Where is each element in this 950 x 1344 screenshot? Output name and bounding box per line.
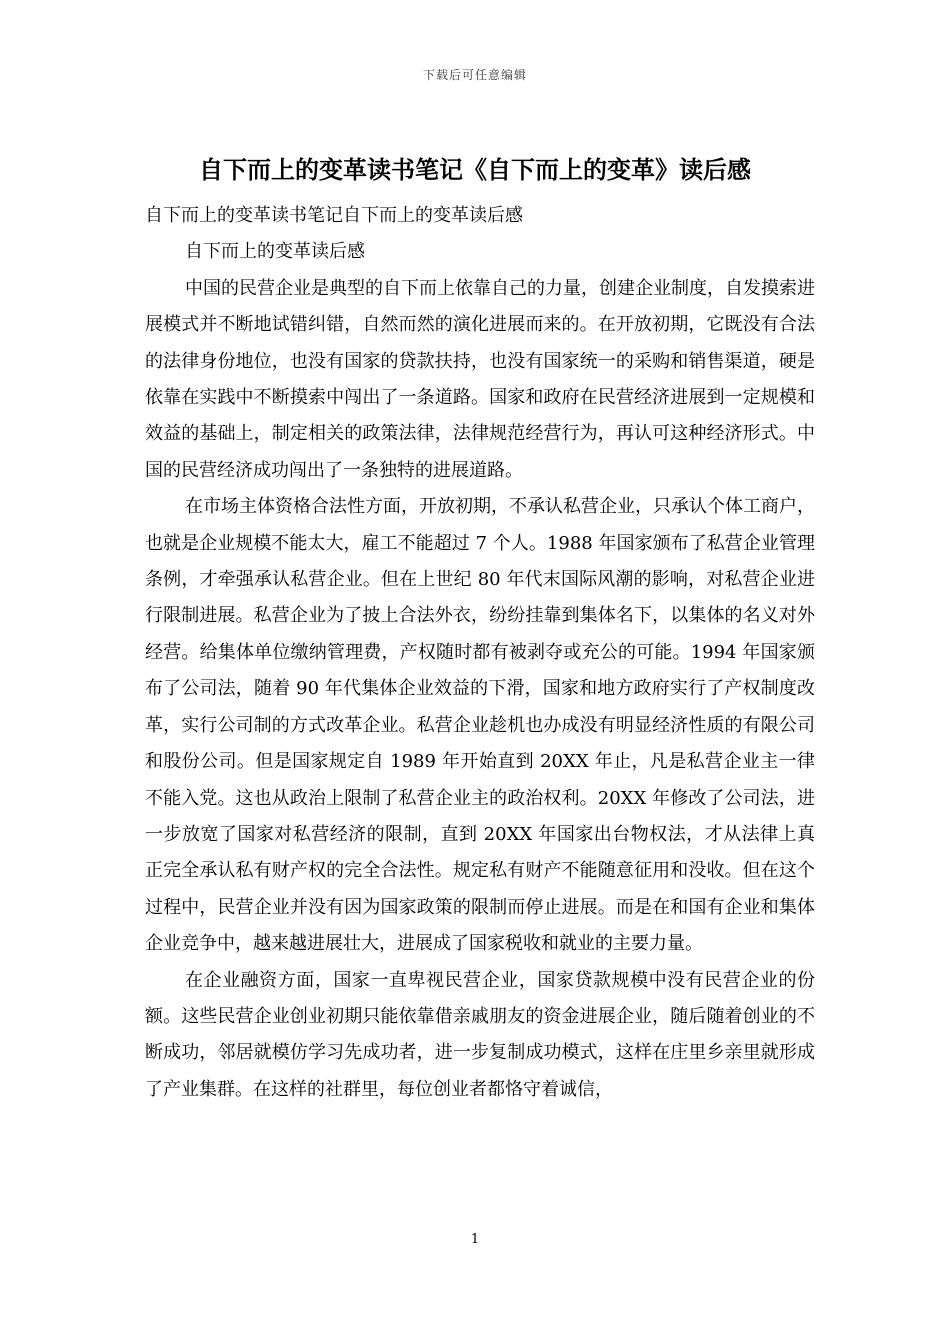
subtitle-line: 自下而上的变革读书笔记自下而上的变革读后感 [145, 205, 523, 226]
paragraph: 在企业融资方面，国家一直卑视民营企业，国家贷款规模中没有民营企业的份额。这些民营企业创业初期只能依靠借亲戚朋友的资金进展企业，随后随着创业的不断成功，邻居就模仿学习先成功者，进一步复制成功模式，这样在庄里乡亲里就形成了产业集群。在这样的社群里，每位创业者都恪守着诚信， [145, 969, 815, 1100]
section-heading: 自下而上的变革读后感 [185, 241, 365, 263]
document-title: 自下而上的变革读书笔记《自下而上的变革》读后感 [199, 155, 751, 184]
document-body [145, 198, 815, 1108]
paragraph: 在市场主体资格合法性方面，开放初期，不承认私营企业，只承认个体工商户，也就是企业规模不能太大，雇工不能超过 7 个人。1988 年国家颁布了私营企业管理条例，才牵强承认私营企业。但在上世纪 80 年代末国际风潮的影响，对私营企业进行限制进展。私营企业为了披上合法外衣，纷纷挂靠到集体名下，以集体的名义对外经营。给集体单位缴纳管理费，产权随时都有被剥夺或充公的可能。1994 年国家颁布了公司法，随着 90 年代集体企业效益的下滑，国家和地方政府实行了产权制度改革，实行公司制的方式改革企业。私营企业趁机也办成没有明显经济性质的有限公司和股份公司。但是国家规定自 1989 年开始直到 20XX 年止，凡是私营企业主一律不能入党。这也从政治上限制了私营企业主的政治权利。20XX 年修改了公司法，进一步放宽了国家对私营经济的限制，直到 20XX 年国家出台物权法，才从法律上真正完全承认私有财产权的完全合法性。规定私有财产不能随意征用和没收。但在这个过程中，民营企业并没有因为国家政策的限制而停止进展。而是在和国有企业和集体企业竞争中，越来越进展壮大，进展成了国家税收和就业的主要力量。 [145, 496, 815, 955]
page-number: 1 [470, 1232, 480, 1247]
header-note: 下载后可任意编辑 [422, 68, 527, 82]
paragraph: 中国的民营企业是典型的自下而上依靠自己的力量，创建企业制度，自发摸索进展模式并不断地试错纠错，自然而然的演化进展而来的。在开放初期，它既没有合法的法律身份地位，也没有国家的贷款扶持，也没有国家统一的采购和销售渠道，硬是依靠在实践中不断摸索中闯出了一条道路。国家和政府在民营经济进展到一定规模和效益的基础上，制定相关的政策法律，法律规范经营行为，再认可这种经济形式。中国的民营经济成功闯出了一条独特的进展道路。 [145, 277, 815, 481]
